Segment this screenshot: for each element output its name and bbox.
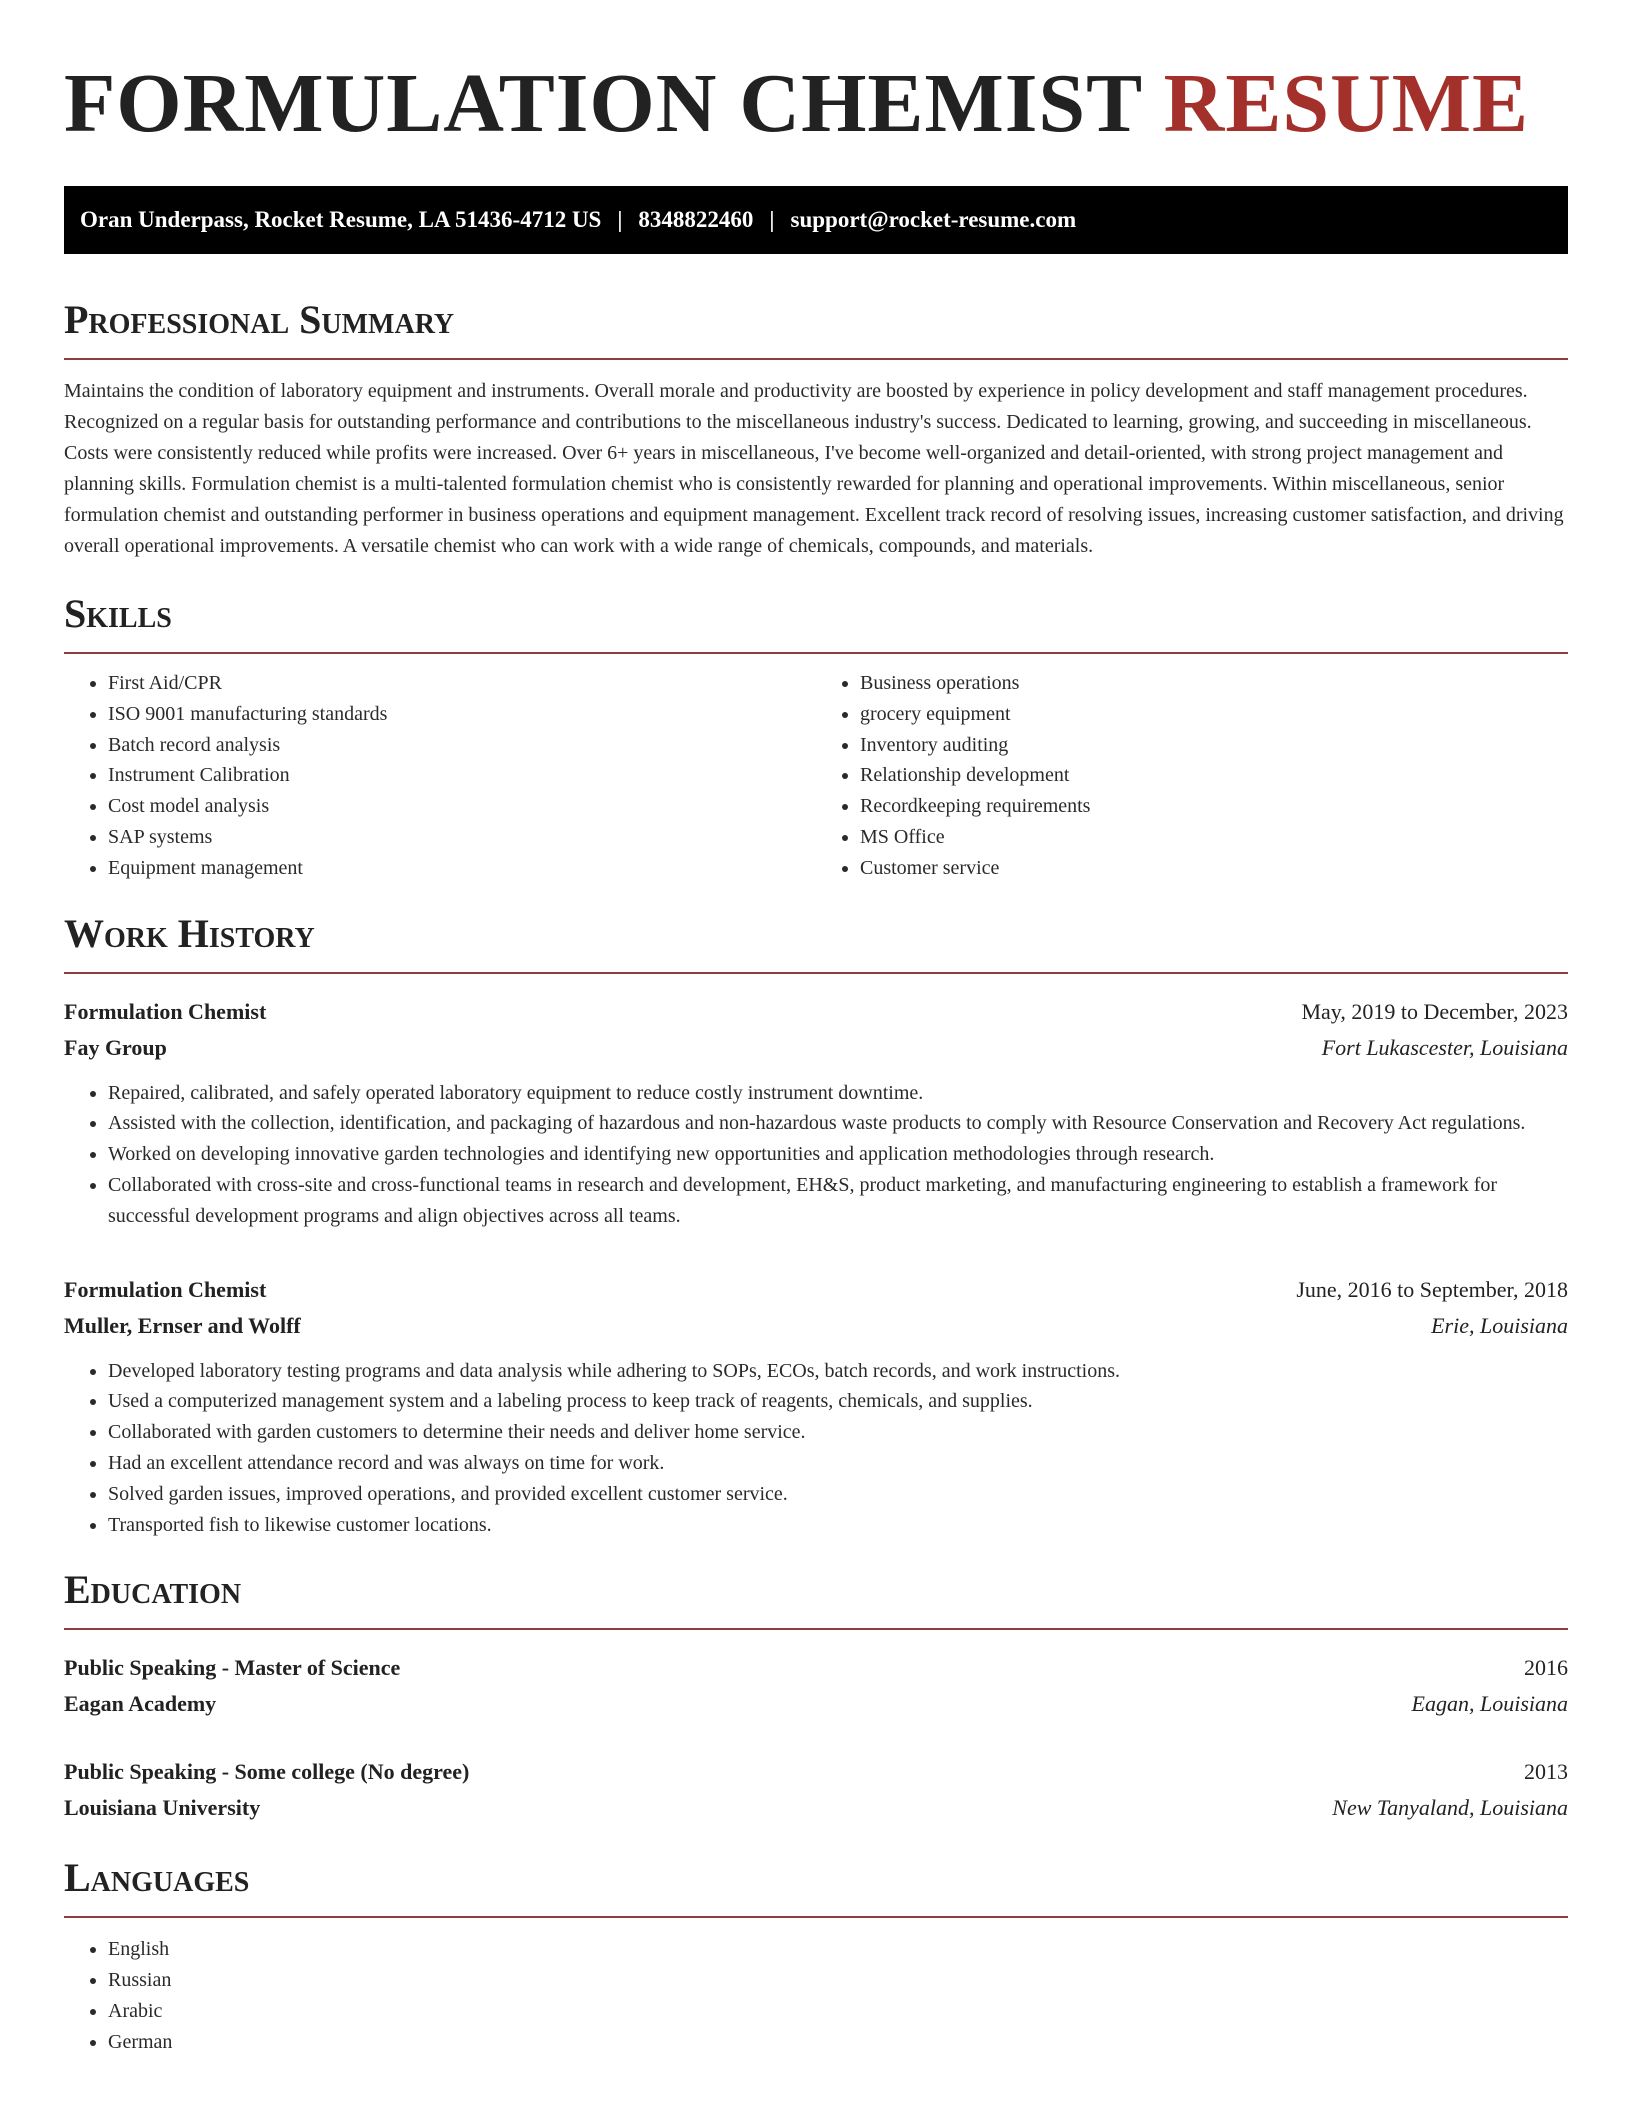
job-duty: • Used a computerized management system and a labeling process to keep track of reagents, chemicals, and supplies. <box>108 1386 1568 1417</box>
language-item: • Arabic <box>108 1996 1568 2027</box>
job-company-row <box>64 1030 1568 1066</box>
skills-list-right <box>816 668 1568 884</box>
work-history-section <box>64 910 1568 1541</box>
skill-item: • grocery equipment <box>860 699 1568 730</box>
degree: Public Speaking - Master of Science <box>64 1655 401 1681</box>
job-company-row <box>64 1308 1568 1344</box>
degree: Public Speaking - Some college (No degree) <box>64 1759 470 1785</box>
education-heading: Education <box>64 1566 1568 1630</box>
contact-phone: 8348822460 <box>638 207 754 232</box>
job-duty: • Transported fish to likewise customer locations. <box>108 1510 1568 1541</box>
school-location: New Tanyaland, Louisiana <box>1332 1795 1568 1821</box>
job-duties-list <box>64 1356 1568 1541</box>
school-row <box>64 1686 1568 1722</box>
school: Eagan Academy <box>64 1691 217 1717</box>
skill-item: • First Aid/CPR <box>108 668 816 699</box>
job-title-row <box>64 994 1568 1030</box>
skill-item: • ISO 9001 manufacturing standards <box>108 699 816 730</box>
degree-row <box>64 1754 1568 1790</box>
job-title-row <box>64 1272 1568 1308</box>
job-location: Erie, Louisiana <box>1431 1312 1568 1338</box>
job-duty: • Had an excellent attendance record and was always on time for work. <box>108 1448 1568 1479</box>
skill-item: • Inventory auditing <box>860 730 1568 761</box>
graduation-year: 2013 <box>1524 1759 1568 1785</box>
contact-bar <box>64 186 1568 254</box>
job-duty: • Collaborated with cross-site and cross-functional teams in research and development, EH&S, product marketing, and manufacturing engineering to establish a framework for successful development programs and align objectives across all teams. <box>108 1170 1568 1232</box>
job-duty: • Assisted with the collection, identification, and packaging of hazardous and non-hazardous waste products to comply with Resource Conservation and Recovery Act regulations. <box>108 1108 1568 1139</box>
degree-row <box>64 1650 1568 1686</box>
contact-email: support@rocket-resume.com <box>790 207 1077 232</box>
summary-heading: Professional Summary <box>64 296 1568 360</box>
job-duties-list <box>64 1078 1568 1232</box>
education-entry <box>64 1650 1568 1722</box>
job-dates: May, 2019 to December, 2023 <box>1301 998 1568 1024</box>
summary-text: Maintains the condition of laboratory equipment and instruments. Overall morale and productivity are boosted by experience in policy development and staff management procedures. Recognized on a regular basis for outstanding performance and contributions to the miscellaneous industry's success. Dedicated to learning, growing, and succeeding in miscellaneous. Costs were consistently reduced while profits were increased. Over 6+ years in miscellaneous, I've become well-organized and detail-oriented, with strong project management and planning skills. Formulation chemist is a multi-talented formulation chemist who is consistently rewarded for planning and operational improvements. Within miscellaneous, senior formulation chemist and outstanding performer in business operations and equipment management. Excellent track record of resolving issues, increasing customer satisfaction, and driving overall operational improvements. A versatile chemist who can work with a wide range of chemicals, compounds, and materials. <box>64 380 1564 557</box>
skill-item: • Customer service <box>860 853 1568 884</box>
skill-item: • Batch record analysis <box>108 730 816 761</box>
skill-item: • SAP systems <box>108 822 816 853</box>
languages-list <box>64 1934 1568 2057</box>
graduation-year: 2016 <box>1524 1655 1568 1681</box>
job-company: Muller, Ernser and Wolff <box>64 1312 301 1338</box>
language-item: • Russian <box>108 1965 1568 1996</box>
work-history-heading: Work History <box>64 910 1568 974</box>
summary-section <box>64 296 1568 562</box>
school-row <box>64 1790 1568 1826</box>
job-duty: • Developed laboratory testing programs and data analysis while adhering to SOPs, ECOs, batch records, and work instructions. <box>108 1356 1568 1387</box>
title-main: FORMULATION CHEMIST <box>64 57 1142 150</box>
job-title: Formulation Chemist <box>64 998 267 1024</box>
education-section <box>64 1566 1568 1826</box>
skills-heading: Skills <box>64 590 1568 654</box>
contact-separator: | <box>769 207 775 232</box>
job-duty: • Solved garden issues, improved operations, and provided excellent customer service. <box>108 1479 1568 1510</box>
skill-item: • Equipment management <box>108 853 816 884</box>
resume-title <box>64 56 1568 152</box>
skill-item: • Relationship development <box>860 760 1568 791</box>
skill-item: • Recordkeeping requirements <box>860 791 1568 822</box>
languages-heading: Languages <box>64 1854 1568 1918</box>
title-accent: RESUME <box>1163 57 1530 150</box>
languages-section <box>64 1854 1568 2057</box>
skills-section <box>64 590 1568 884</box>
skill-item: • Cost model analysis <box>108 791 816 822</box>
skill-item: • MS Office <box>860 822 1568 853</box>
skill-item: • Instrument Calibration <box>108 760 816 791</box>
contact-separator: | <box>617 207 623 232</box>
skill-item: • Business operations <box>860 668 1568 699</box>
skills-list-left <box>64 668 816 884</box>
job-entry <box>64 994 1568 1232</box>
education-entry <box>64 1754 1568 1826</box>
job-location: Fort Lukascester, Louisiana <box>1321 1034 1568 1060</box>
school: Louisiana University <box>64 1795 261 1821</box>
language-item: • English <box>108 1934 1568 1965</box>
language-item: • German <box>108 2027 1568 2058</box>
skills-grid <box>64 668 1568 884</box>
job-duty: • Worked on developing innovative garden technologies and identifying new opportunities and application methodologies through research. <box>108 1139 1568 1170</box>
job-dates: June, 2016 to September, 2018 <box>1296 1276 1568 1302</box>
job-company: Fay Group <box>64 1034 167 1060</box>
school-location: Eagan, Louisiana <box>1411 1691 1568 1717</box>
job-entry <box>64 1272 1568 1541</box>
job-duty: • Collaborated with garden customers to determine their needs and deliver home service. <box>108 1417 1568 1448</box>
job-title: Formulation Chemist <box>64 1276 267 1302</box>
contact-address: Oran Underpass, Rocket Resume, LA 51436-4712 US <box>80 207 602 232</box>
job-duty: • Repaired, calibrated, and safely operated laboratory equipment to reduce costly instrument downtime. <box>108 1078 1568 1109</box>
